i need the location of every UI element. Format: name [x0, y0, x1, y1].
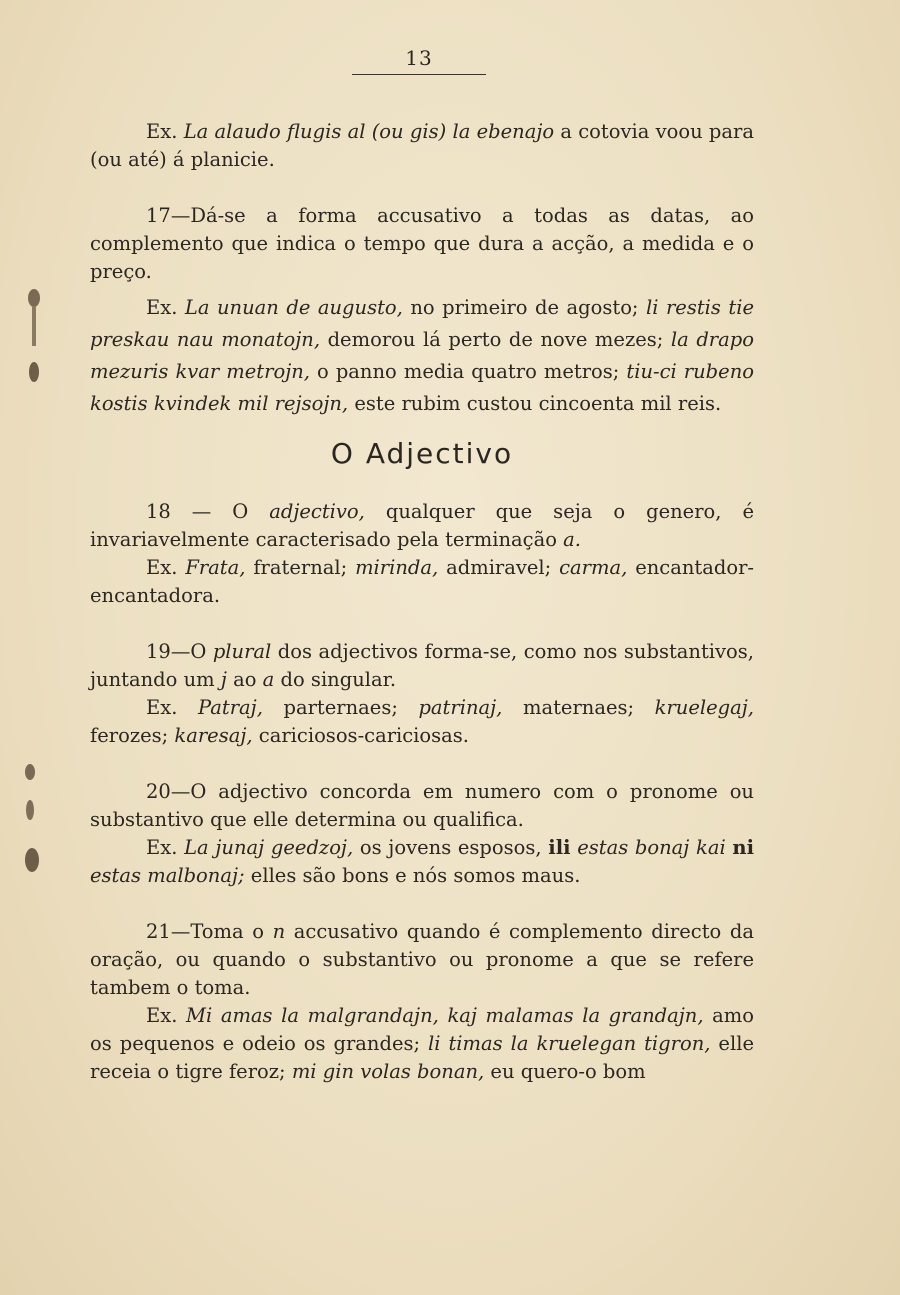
text-run: demorou lá perto de nove mezes;	[320, 328, 671, 351]
header-rule	[352, 74, 486, 75]
text-run: os jovens esposos,	[353, 836, 549, 859]
esperanto-text: mirinda,	[355, 556, 439, 579]
esperanto-text: patrinaj,	[418, 696, 503, 719]
text-run: parternaes;	[262, 696, 419, 719]
text-run: ao	[226, 668, 263, 691]
example-17	[90, 292, 754, 420]
text-run: dos adjectivos forma-se, como nos substantivos, juntando um	[90, 640, 755, 691]
paragraph-20	[90, 778, 754, 834]
example-19	[90, 694, 754, 750]
esperanto-text: li timas la kruelegan tigron,	[428, 1032, 711, 1055]
text-run: este rubim custou cincoenta mil reis.	[348, 392, 722, 415]
esperanto-text: plural	[212, 640, 272, 663]
text-run: Ex.	[146, 556, 186, 579]
text-run: admiravel;	[438, 556, 560, 579]
text-run: eu quero-o bom	[484, 1060, 646, 1083]
text-run: do singular.	[274, 668, 397, 691]
text-run: ni	[732, 836, 754, 859]
page-number: 13	[405, 46, 433, 70]
esperanto-text: a	[262, 668, 275, 691]
text-run: 17—Dá-se a forma accusativo a todas as datas, ao complemento que indica o tempo que dura a acção, a medida e o preço.	[90, 204, 754, 283]
text-run: a cotovia voou para (ou até) á planicie.	[90, 120, 754, 171]
text-run: no primeiro de agosto;	[402, 296, 646, 319]
esperanto-text: Patraj,	[198, 696, 263, 719]
text-run: 21—Toma o	[146, 920, 273, 943]
example-16	[90, 118, 754, 174]
paragraph-19	[90, 638, 754, 694]
text-run: ferozes;	[90, 724, 175, 747]
paragraph-21	[90, 918, 754, 1002]
page-content	[90, 118, 754, 1086]
text-run: 20—O adjectivo concorda em numero com o pronome ou substantivo que elle determina ou qualifica.	[90, 780, 754, 831]
esperanto-text: Mi amas la malgrandajn, kaj malamas la grandajn,	[186, 1004, 704, 1027]
text-run: elles são bons e nós somos maus.	[244, 864, 581, 887]
text-run: Ex.	[146, 836, 185, 859]
esperanto-text: a.	[563, 528, 581, 551]
text-run: qualquer que seja o genero, é invariavelmente caracterisado pela terminação	[90, 500, 754, 551]
esperanto-text: Frata,	[185, 556, 246, 579]
text-run: Ex.	[146, 120, 184, 143]
esperanto-text: kruelegaj,	[654, 696, 754, 719]
text-run: encantador-encantadora.	[90, 556, 754, 607]
esperanto-text: j	[220, 668, 227, 691]
esperanto-text: karesaj,	[174, 724, 253, 747]
text-run: Ex.	[146, 1004, 187, 1027]
text-run: 19—O	[146, 640, 213, 663]
text-run: ili	[548, 836, 571, 859]
binding-mark-icon	[16, 760, 46, 880]
esperanto-text: La junaj geedzoj,	[184, 836, 354, 859]
esperanto-text: li restis tie preskau nau monatojn,	[90, 296, 755, 351]
esperanto-text: carma,	[559, 556, 628, 579]
text-run: Ex.	[146, 296, 185, 319]
esperanto-text: la drapo mezuris kvar metrojn,	[90, 328, 754, 383]
text-run: fraternal;	[245, 556, 356, 579]
paragraph-18	[90, 498, 754, 554]
text-run: o panno media quatro metros;	[310, 360, 627, 383]
esperanto-text: La alaudo flugis al (ou gis) la ebenajo	[183, 120, 555, 143]
text-run: 18 — O	[146, 500, 270, 523]
text-run: accusativo quando é complemento directo da oração, ou quando o substantivo ou pronome a que se refere tambem o toma.	[90, 920, 754, 999]
esperanto-text: mi gin volas bonan,	[291, 1060, 485, 1083]
text-run: maternaes;	[502, 696, 655, 719]
text-run: cariciosos-cariciosas.	[252, 724, 469, 747]
text-run: elle receia o tigre feroz;	[90, 1032, 754, 1083]
section-title: O Adjectivo	[330, 437, 514, 470]
text-run: Ex.	[146, 696, 198, 719]
example-18	[90, 554, 754, 610]
esperanto-text: La unuan de augusto,	[184, 296, 403, 319]
example-20	[90, 834, 754, 890]
esperanto-text: n	[272, 920, 286, 943]
example-21	[90, 1002, 754, 1086]
esperanto-text: estas malbonaj;	[90, 864, 245, 887]
esperanto-text: estas bonaj kai	[570, 836, 733, 859]
esperanto-text: adjectivo,	[269, 500, 365, 523]
binding-mark-icon	[22, 280, 52, 390]
paragraph-17	[90, 202, 754, 286]
text-run: amo os pequenos e odeio os grandes;	[90, 1004, 755, 1055]
esperanto-text: tiu-ci rubeno kostis kvindek mil rejsojn,	[90, 360, 755, 415]
